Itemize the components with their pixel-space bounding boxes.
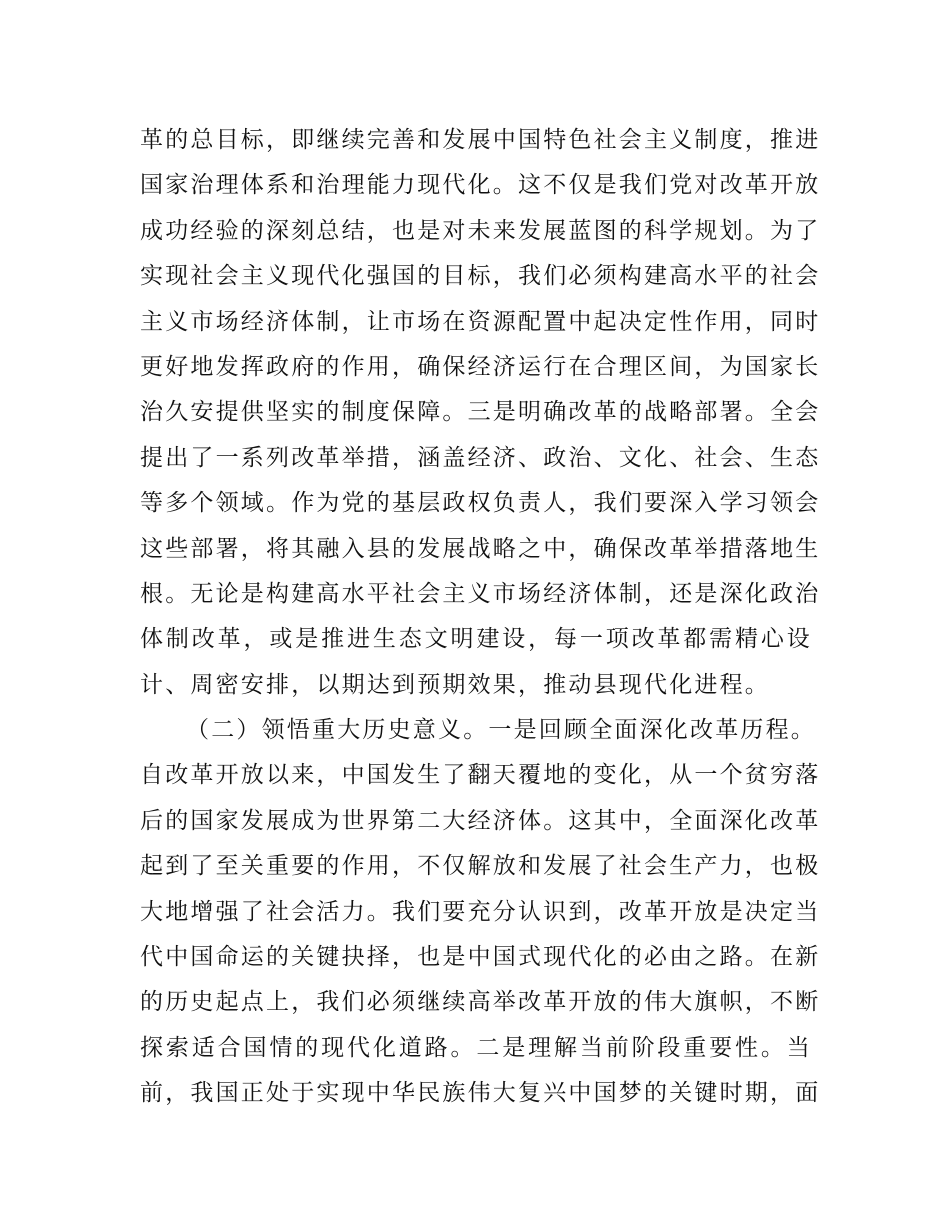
text-line: 计、周密安排，以期达到预期效果，推动县现代化进程。 (140, 671, 770, 698)
text-line: 革的总目标，即继续完善和发展中国特色社会主义制度，推进 (140, 127, 821, 153)
text-line: 更好地发挥政府的作用，确保经济运行在合理区间，为国家长 (140, 353, 821, 380)
text-line: 治久安提供坚实的制度保障。三是明确改革的战略部署。全会 (140, 399, 821, 426)
text-line: 代中国命运的关键抉择，也是中国式现代化的必由之路。在新 (140, 944, 821, 971)
text-line: 的历史起点上，我们必须继续高举改革开放的伟大旗帜，不断 (140, 989, 821, 1016)
text-line: 体制改革，或是推进生态文明建设，每一项改革都需精心设 (140, 626, 812, 653)
text-line: 前，我国正处于实现中华民族伟大复兴中国梦的关键时期，面 (140, 1080, 821, 1107)
text-line: 大地增强了社会活力。我们要充分认识到，改革开放是决定当 (140, 898, 821, 925)
text-line: 成功经验的深刻总结，也是对未来发展蓝图的科学规划。为了 (140, 217, 821, 244)
section-heading-line: （二）领悟重大历史意义。一是回顾全面深化改革历程。 (186, 717, 816, 744)
paragraph-1 (140, 118, 821, 708)
text-line: 提出了一系列改革举措，涵盖经济、政治、文化、社会、生态 (140, 444, 821, 471)
text-line: 等多个领域。作为党的基层政权负责人，我们要深入学习领会 (140, 490, 821, 517)
text-line: 主义市场经济体制，让市场在资源配置中起决定性作用，同时 (140, 308, 821, 335)
text-line: 实现社会主义现代化强国的目标，我们必须构建高水平的社会 (140, 263, 821, 290)
text-line: 自改革开放以来，中国发生了翻天覆地的变化，从一个贫穷落 (140, 762, 821, 789)
text-line: 根。无论是构建高水平社会主义市场经济体制，还是深化政治 (140, 580, 821, 607)
text-line: 探索适合国情的现代化道路。二是理解当前阶段重要性。当 (140, 1034, 812, 1061)
text-line: 国家治理体系和治理能力现代化。这不仅是我们党对改革开放 (140, 172, 821, 199)
text-line: 后的国家发展成为世界第二大经济体。这其中，全面深化改革 (140, 807, 821, 834)
paragraph-2 (140, 708, 821, 1117)
text-line: 起到了至关重要的作用，不仅解放和发展了社会生产力，也极 (140, 853, 821, 880)
document-body (140, 118, 821, 1117)
text-line: 这些部署，将其融入县的发展战略之中，确保改革举措落地生 (140, 535, 821, 562)
